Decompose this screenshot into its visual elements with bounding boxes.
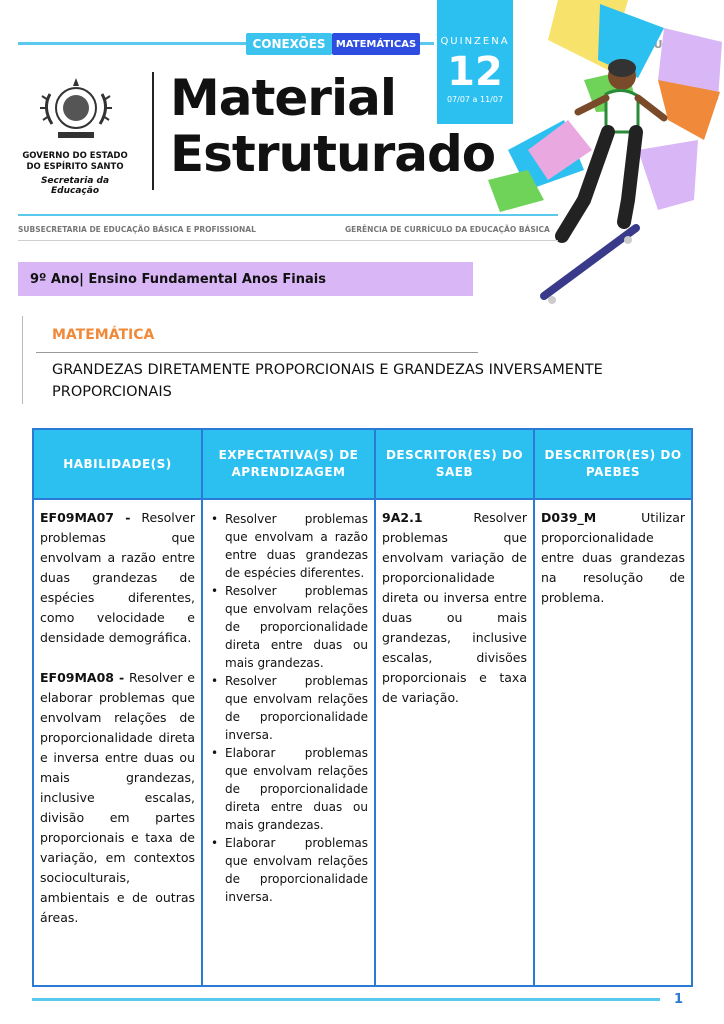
secretaria-label: Secretaria da Educação bbox=[40, 176, 110, 196]
expectativa-item: • Resolver problemas que envolvam relações de proporcionalidade direta entre duas ou mais grandezas. bbox=[211, 582, 368, 672]
subject-title: MATEMÁTICA bbox=[52, 327, 155, 343]
saeb-text: Resolver problemas que envolvam variação de proporcionalidade direta ou inversa entre duas ou mais grandezas, inclusive escalas, divisões proporcionais e taxa de variação. bbox=[382, 510, 527, 705]
paebes-descriptor bbox=[541, 508, 685, 608]
habilidade-1 bbox=[40, 508, 195, 648]
paebes-code: D039_M bbox=[541, 510, 597, 525]
habilidade-2 bbox=[40, 668, 195, 928]
gov-line-2: DO ESPÍRITO SANTO bbox=[26, 162, 124, 172]
page-number: 1 bbox=[674, 992, 684, 1007]
cell-expectativas bbox=[203, 500, 374, 914]
subsecretaria-label: SUBSECRETARIA DE EDUCAÇÃO BÁSICA E PROFISSIONAL bbox=[18, 225, 256, 234]
cell-saeb bbox=[376, 500, 533, 716]
tag-conexoes: CONEXÕES bbox=[246, 33, 332, 55]
column-saeb bbox=[376, 430, 535, 985]
column-paebes bbox=[535, 430, 691, 985]
expectativas-list bbox=[211, 510, 368, 906]
gov-name bbox=[20, 151, 130, 173]
header-rule-left bbox=[18, 42, 246, 45]
header-paebes: DESCRITOR(ES) DO PAEBES bbox=[535, 430, 691, 500]
column-expectativas bbox=[203, 430, 376, 985]
header-expectativas: EXPECTATIVA(S) DE APRENDIZAGEM bbox=[203, 430, 374, 500]
ruler-decoration bbox=[22, 316, 28, 404]
document-title bbox=[170, 70, 495, 182]
expectativa-item: • Resolver problemas que envolvam relações de proporcionalidade inversa. bbox=[211, 672, 368, 744]
topic-title: GRANDEZAS DIRETAMENTE PROPORCIONAIS E GRANDEZAS INVERSAMENTE PROPORCIONAIS bbox=[52, 362, 603, 400]
cell-paebes bbox=[535, 500, 691, 616]
title-line-1: Material bbox=[170, 69, 396, 127]
habilidade-2-text: Resolver e elaborar problemas que envolvam relações de proporcionalidade direta e inversa entre duas ou mais grandezas, inclusive escalas, divisão em partes proporcionais e taxa de variação, em contextos socioculturais, ambientais e de outras áreas. bbox=[40, 670, 195, 925]
tag-matematicas: MATEMÁTICAS bbox=[332, 33, 420, 55]
quinzena-dates: 07/07 a 11/07 bbox=[446, 95, 504, 104]
gerencia-label: GERÊNCIA DE CURRÍCULO DA EDUCAÇÃO BÁSICA bbox=[345, 225, 550, 234]
grade-banner: 9º Ano| Ensino Fundamental Anos Finais bbox=[18, 262, 473, 296]
column-habilidades bbox=[34, 430, 203, 985]
gov-line-1: GOVERNO DO ESTADO bbox=[22, 151, 128, 161]
title-line-2: Estruturado bbox=[170, 125, 496, 183]
header-habilidades: HABILIDADE(S) bbox=[34, 430, 201, 500]
header-rule bbox=[18, 214, 558, 216]
habilidade-1-code: EF09MA07 - bbox=[40, 510, 131, 525]
header-saeb: DESCRITOR(ES) DO SAEB bbox=[376, 430, 533, 500]
habilidade-1-text: Resolver problemas que envolvam a razão entre duas grandezas de espécies diferentes, como velocidade e densidade demográfica. bbox=[40, 510, 195, 645]
cell-habilidades bbox=[34, 500, 201, 936]
paebes-text: Utilizar proporcionalidade entre duas grandezas na resolução de problema. bbox=[541, 510, 685, 605]
skills-table bbox=[32, 428, 693, 987]
quinzena-number: 12 bbox=[447, 49, 503, 95]
saeb-code: 9A2.1 bbox=[382, 510, 423, 525]
header-rule-thin bbox=[18, 240, 558, 241]
expectativa-item: • Elaborar problemas que envolvam relações de proporcionalidade direta entre duas ou mais grandezas. bbox=[211, 744, 368, 834]
state-crest-icon bbox=[38, 74, 114, 146]
expectativa-item: • Elaborar problemas que envolvam relações de proporcionalidade inversa. bbox=[211, 834, 368, 906]
subject-divider bbox=[36, 352, 478, 353]
footer-rule bbox=[32, 998, 660, 1001]
expectativa-item: • Resolver problemas que envolvam a razão entre duas grandezas de espécies diferentes. bbox=[211, 510, 368, 582]
header-rule-right bbox=[420, 42, 434, 45]
header-divider bbox=[152, 72, 154, 190]
saeb-descriptor bbox=[382, 508, 527, 708]
habilidade-2-code: EF09MA08 - bbox=[40, 670, 125, 685]
quinzena-label: QUINZENA bbox=[440, 36, 510, 47]
skater-illustration bbox=[488, 0, 724, 310]
